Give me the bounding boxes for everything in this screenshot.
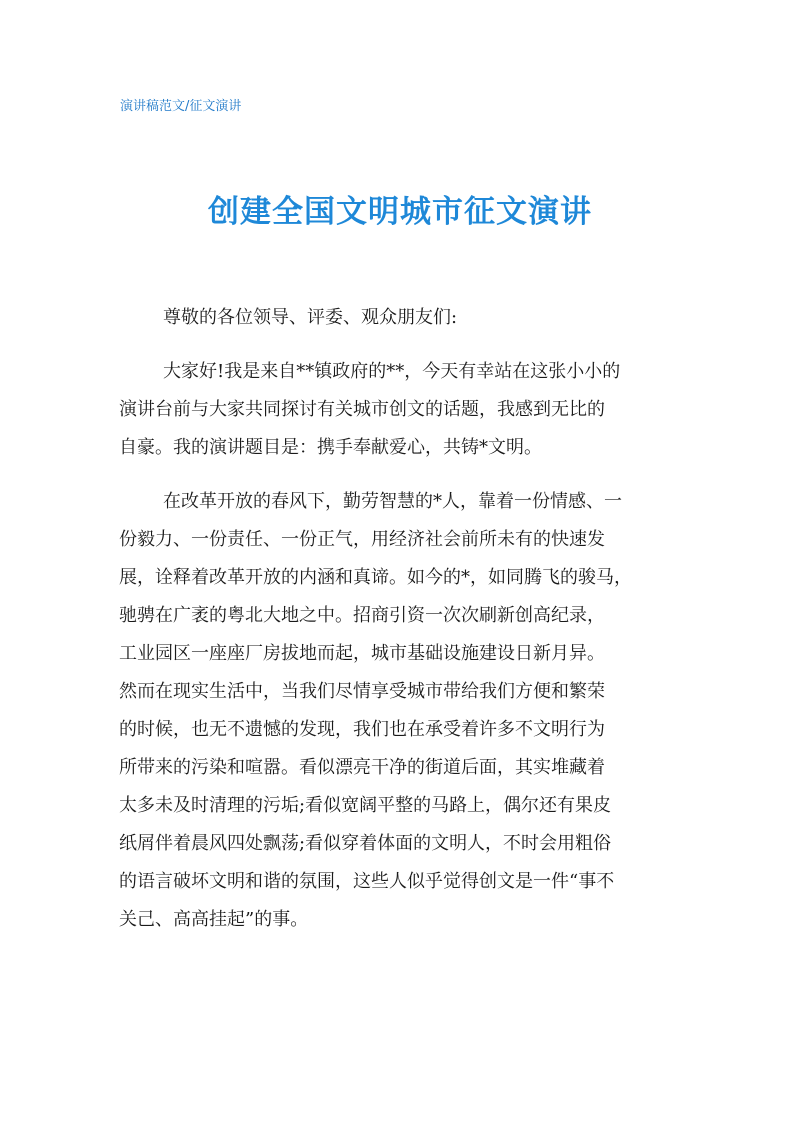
paragraph-line: 大家好!我是来自**镇政府的**，今天有幸站在这张小小的 <box>163 361 621 382</box>
paragraph-line: 驰骋在广袤的粤北大地之中。招商引资一次次刷新创高纪录， <box>119 605 605 626</box>
paragraph-2 <box>119 483 684 939</box>
paragraph-line: 份毅力、一份责任、一份正气，用经济社会前所未有的快速发 <box>119 529 605 550</box>
paragraph-line: 自豪。我的演讲题目是：携手奉献爱心，共铸*文明。 <box>119 437 542 458</box>
paragraph-line: 关己、高高挂起”的事。 <box>119 909 309 930</box>
article-body <box>119 299 684 955</box>
paragraph-line: 展，诠释着改革开放的内涵和真谛。如今的*，如同腾飞的骏马， <box>119 567 632 588</box>
paragraph-line: 纸屑伴着晨风四处飘荡;看似穿着体面的文明人，不时会用粗俗 <box>119 833 612 854</box>
paragraph-line: 在改革开放的春风下，勤劳智慧的*人，靠着一份情感、一 <box>163 491 622 512</box>
page-title: 创建全国文明城市征文演讲 <box>208 194 592 230</box>
greeting-line: 尊敬的各位领导、评委、观众朋友们: <box>163 307 458 328</box>
paragraph-line: 的时候，也无不遗憾的发现，我们也在承受着许多不文明行为 <box>119 719 605 740</box>
paragraph-line: 演讲台前与大家共同探讨有关城市创文的话题，我感到无比的 <box>119 399 605 420</box>
paragraph-line: 的语言破坏文明和谐的氛围，这些人似乎觉得创文是一件“事不 <box>119 871 615 892</box>
breadcrumb[interactable]: 演讲稿范文/征文演讲 <box>120 99 242 114</box>
paragraph-1 <box>119 353 684 467</box>
paragraph-line: 然而在现实生活中，当我们尽情享受城市带给我们方便和繁荣 <box>119 681 605 702</box>
paragraph-line: 工业园区一座座厂房拔地而起，城市基础设施建设日新月异。 <box>119 643 605 664</box>
greeting-paragraph <box>119 299 684 337</box>
paragraph-line: 所带来的污染和喧嚣。看似漂亮干净的街道后面，其实堆藏着 <box>119 757 605 778</box>
paragraph-line: 太多未及时清理的污垢;看似宽阔平整的马路上，偶尔还有果皮 <box>119 795 612 816</box>
